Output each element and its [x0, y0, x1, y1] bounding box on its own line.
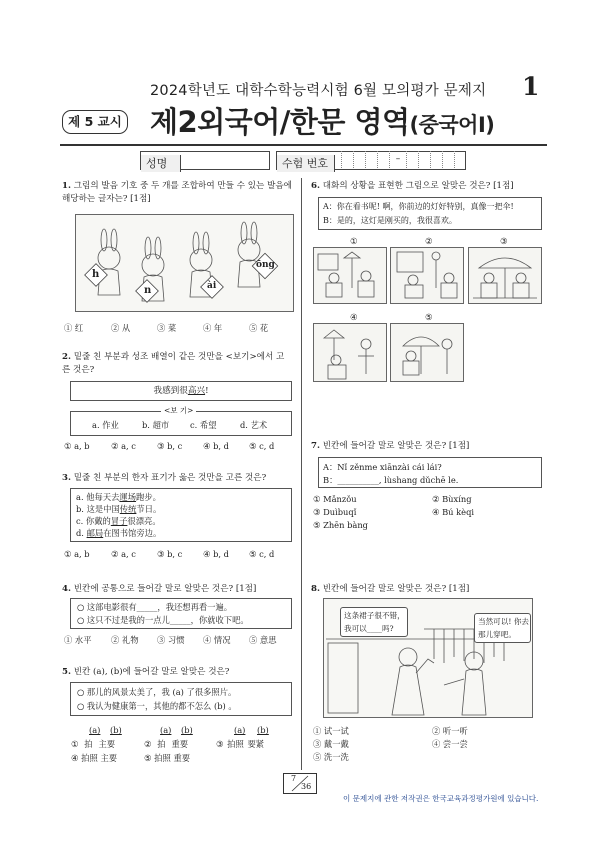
exam-number-cell[interactable]	[431, 151, 443, 168]
syllable-card: ài	[207, 281, 217, 291]
sentence-line: ○ 这部电影很有_____，我还想再看一遍。	[77, 602, 233, 612]
bogi-item: c. 希望	[190, 420, 217, 430]
exam-number-cell[interactable]	[330, 151, 342, 168]
picture-label: ②	[425, 236, 433, 246]
scene-drawing	[391, 248, 463, 303]
option-2[interactable]: ② a, c	[111, 441, 136, 451]
exam-number-cell[interactable]	[378, 151, 390, 168]
picture-option-1[interactable]	[313, 247, 387, 304]
name-field[interactable]	[140, 151, 270, 170]
option-4[interactable]: ④ b, d	[203, 441, 229, 451]
option-1[interactable]: ① a, b	[64, 549, 90, 559]
sentence-line: ○ 我认为健康第一，其他的都不怎么 (b) 。	[77, 701, 237, 711]
picture-option-5[interactable]	[390, 323, 464, 382]
picture-option-4[interactable]	[313, 323, 387, 382]
option-2[interactable]: ② 听一听	[432, 726, 468, 736]
page-total: 36	[301, 782, 312, 791]
option-1[interactable]: ① Mǎnzǒu	[313, 494, 357, 504]
question-number: 5.	[62, 667, 71, 677]
item-d: d. 邮局在图书馆旁边。	[76, 528, 162, 538]
copyright-notice: 이 문제지에 관한 저작권은 한국교육과정평가원에 있습니다.	[343, 794, 539, 803]
sentence-underline: 高兴	[187, 386, 206, 396]
speech-bubble-right	[474, 613, 531, 643]
question-number: 4.	[62, 584, 71, 594]
option-1[interactable]: ① 水平	[64, 635, 92, 645]
exam-number-cell[interactable]	[419, 151, 431, 168]
question-7	[311, 440, 543, 453]
bogi-label: <보 기>	[161, 405, 196, 416]
option-2[interactable]: ② Bùxíng	[432, 494, 472, 504]
question-text: 빈칸 (a), (b)에 들어갈 말로 알맞은 것은?	[73, 667, 230, 677]
option-3[interactable]: ③ 菜	[157, 323, 177, 333]
syllable-card: h	[92, 269, 100, 280]
item-a: a. 他每天去運场跑步。	[76, 492, 161, 502]
exam-number-cell[interactable]	[366, 151, 378, 168]
option-2[interactable]: ② 礼物	[111, 635, 139, 645]
question-number: 7.	[311, 441, 320, 451]
scene-drawing	[391, 324, 463, 381]
picture-label: ①	[350, 236, 358, 246]
option-5[interactable]: ⑤ c, d	[249, 549, 275, 559]
option-5[interactable]: ⑤ Zhēn bàng	[313, 520, 368, 530]
bubble-line: 那儿穿吧。	[478, 630, 516, 639]
exam-number-label: 수험 번호	[277, 155, 335, 172]
dialog-line-b: B：__________, lùshang dǔchē le.	[323, 475, 459, 485]
option-5[interactable]: ⑤ 花	[249, 323, 269, 333]
option-4[interactable]: ④ Bú kèqi	[432, 507, 475, 517]
item-c: c. 你戴的冒子很漂亮。	[76, 516, 161, 526]
exam-number-cell[interactable]	[354, 151, 366, 168]
option-4[interactable]: ④ 年	[203, 323, 223, 333]
picture-option-2[interactable]	[390, 247, 464, 304]
item-b: b. 这是中国传统节日。	[76, 504, 162, 514]
dialog-line-a: A：你在看书呢! 啊，你前边的灯好特别，真像一把伞!	[323, 202, 514, 211]
picture-label: ④	[350, 312, 358, 322]
subject-title	[150, 100, 494, 141]
option-2[interactable]: ② a, c	[111, 549, 136, 559]
picture-option-3[interactable]	[468, 247, 542, 304]
col-head-b: (b)	[110, 725, 122, 735]
question-1	[62, 180, 292, 206]
subject-sub: (중국어Ⅰ)	[409, 113, 495, 137]
question-text: 빈칸에 공통으로 들어갈 말로 알맞은 것은? [1점]	[73, 584, 257, 594]
option-5[interactable]: ⑤ 拍照 重要	[144, 753, 191, 763]
page-number: 1	[522, 72, 540, 101]
col-head-a: (a)	[89, 725, 101, 735]
speech-bubble-left	[340, 607, 408, 637]
page-current: 7	[291, 774, 297, 783]
bogi-item: a. 作业	[92, 420, 119, 430]
syllable-card: ōng	[256, 260, 275, 270]
option-3[interactable]: ③ 拍照 要紧	[216, 739, 265, 749]
question-number: 3.	[62, 473, 71, 483]
question-text: 빈칸에 들어갈 말로 알맞은 것은? [1점]	[322, 441, 470, 451]
question-text: 밑줄 친 부분의 한자 표기가 옳은 것만을 고른 것은?	[73, 473, 267, 483]
option-2[interactable]: ② 拍 重要	[144, 739, 189, 749]
option-3[interactable]: ③ 习惯	[157, 635, 185, 645]
option-4[interactable]: ④ 情况	[203, 635, 231, 645]
scene-drawing	[469, 248, 541, 303]
picture-label: ⑤	[425, 312, 433, 322]
col-head-b: (b)	[257, 725, 269, 735]
option-5[interactable]: ⑤ 洗一洗	[313, 752, 349, 762]
option-1[interactable]: ① 拍 主要	[71, 739, 116, 749]
question-text: 대화의 상황을 표현한 그림으로 알맞은 것은? [1점]	[322, 181, 514, 191]
sentence-line: ○ 这只不过是我的一点儿_____，你就收下吧。	[77, 615, 249, 625]
sentence-post: !	[205, 386, 209, 396]
period-badge: 제 5 교시	[62, 110, 128, 134]
scene-drawing	[314, 248, 386, 303]
option-3[interactable]: ③ 戴一戴	[313, 739, 349, 749]
col-head-b: (b)	[181, 725, 193, 735]
option-4[interactable]: ④ 尝一尝	[432, 739, 468, 749]
exam-number-dash: –	[390, 151, 407, 168]
question-number: 2.	[62, 352, 71, 362]
dialog-line-a: A：Nǐ zěnme xiānzài cái lái?	[323, 462, 442, 472]
bogi-item: b. 超市	[142, 420, 170, 430]
question-6	[311, 180, 543, 193]
sentence-box	[70, 381, 292, 401]
syllable-card: n	[144, 285, 152, 296]
exam-number-cell[interactable]	[407, 151, 419, 168]
sentence-pre: 我感到很	[153, 386, 188, 396]
col-head-a: (a)	[160, 725, 172, 735]
option-4[interactable]: ④ b, d	[203, 549, 229, 559]
dialog-line-b: B：是的，这灯是刚买的，我很喜欢。	[323, 216, 457, 225]
question-number: 6.	[311, 181, 320, 191]
option-1[interactable]: ① a, b	[64, 441, 90, 451]
column-divider	[301, 178, 302, 770]
question-text: 빈칸에 들어갈 말로 알맞은 것은? [1점]	[322, 584, 470, 594]
scene-drawing	[314, 324, 386, 381]
option-3[interactable]: ③ Duìbuqǐ	[313, 507, 357, 517]
question-number: 1.	[62, 181, 71, 191]
bubble-line: 我可以____吗?	[344, 624, 394, 633]
exam-number-cell[interactable]	[342, 151, 354, 168]
bubble-line: 当然可以! 你去	[478, 617, 530, 626]
question-text: 밑줄 친 부분과 성조 배열이 같은 것만을 <보기>에서 고른 것은?	[62, 352, 285, 375]
option-5[interactable]: ⑤ 意思	[249, 635, 277, 645]
option-1[interactable]: ① 试一试	[313, 726, 349, 736]
question-3	[62, 472, 292, 485]
option-3[interactable]: ③ b, c	[157, 549, 183, 559]
header-rule	[60, 144, 547, 146]
question-8	[311, 583, 543, 596]
exam-number-cell[interactable]	[443, 151, 455, 168]
name-label: 성명	[141, 155, 181, 172]
question-number: 8.	[311, 584, 320, 594]
page-indicator	[283, 773, 317, 794]
col-head-a: (a)	[234, 725, 246, 735]
option-2[interactable]: ② 从	[111, 323, 131, 333]
sentence-line: ○ 那儿的风景太美了，我 (a) 了很多照片。	[77, 687, 237, 697]
question-4	[62, 583, 292, 596]
picture-label: ③	[500, 236, 508, 246]
rabbits-illustration	[75, 214, 294, 312]
question-text: 그림의 발음 기호 중 두 개를 조합하여 만들 수 있는 발음에 해당하는 글자는? [1점]	[62, 181, 292, 204]
shop-illustration	[323, 598, 533, 718]
bubble-line: 这条裙子很不错，	[344, 611, 405, 620]
option-5[interactable]: ⑤ c, d	[249, 441, 275, 451]
option-3[interactable]: ③ b, c	[157, 441, 183, 451]
question-5	[62, 666, 292, 679]
subject-main: 제2외국어/한문 영역	[150, 105, 410, 139]
option-1[interactable]: ① 红	[64, 323, 84, 333]
exam-title: 2024학년도 대학수학능력시험 6월 모의평가 문제지	[150, 83, 487, 99]
bogi-item: d. 艺术	[240, 420, 268, 430]
question-2	[62, 351, 292, 377]
option-4[interactable]: ④ 拍照 主要	[71, 753, 118, 763]
